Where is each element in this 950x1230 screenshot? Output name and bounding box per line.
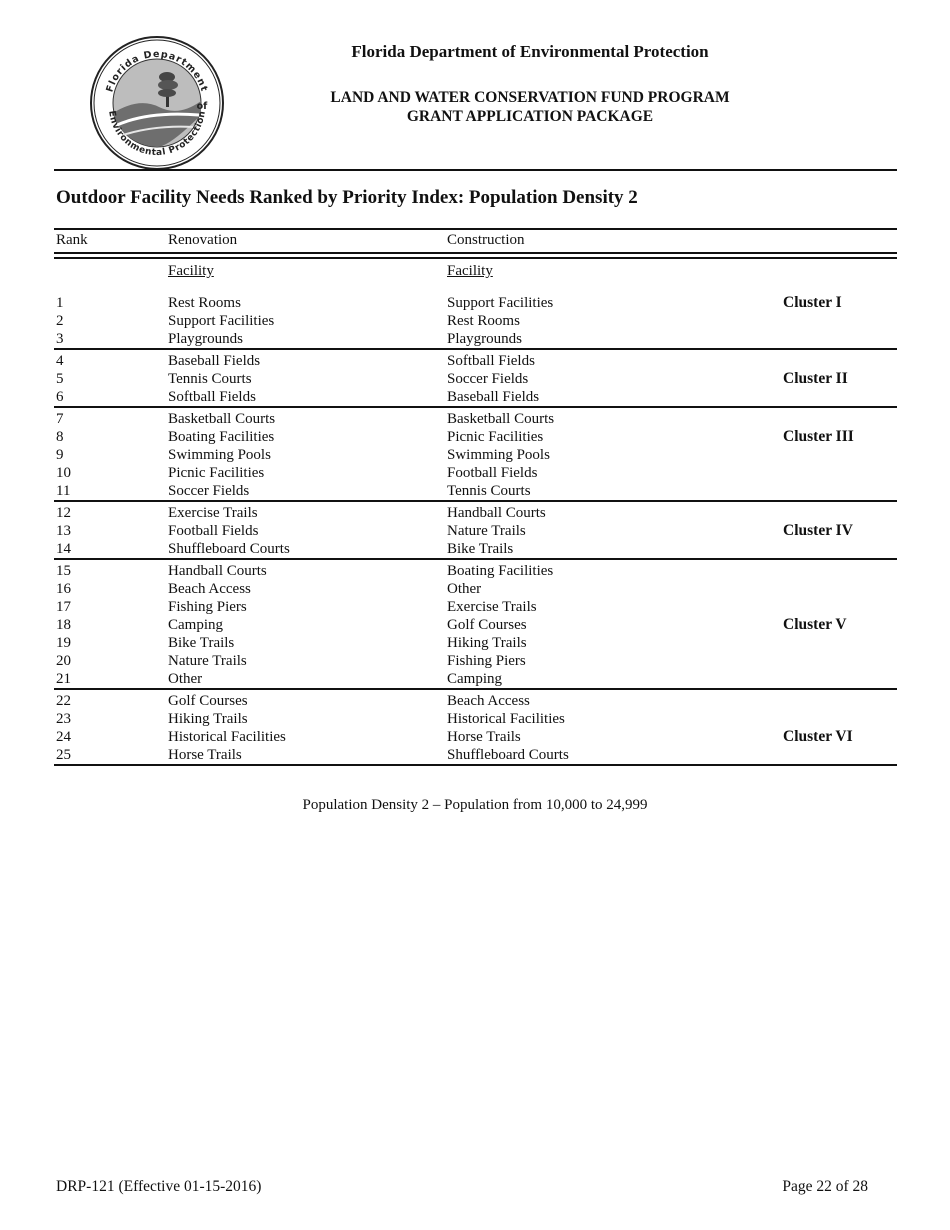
table-row — [54, 482, 897, 500]
seal-text-of: of — [196, 101, 208, 112]
construction-cell: Tennis Courts — [447, 483, 531, 499]
table-row — [54, 580, 897, 598]
construction-cell: Picnic Facilities — [447, 429, 544, 445]
rank-cell: 21 — [56, 671, 71, 687]
cluster-group — [54, 350, 897, 408]
renovation-cell: Fishing Piers — [168, 599, 247, 615]
construction-cell: Boating Facilities — [447, 563, 554, 579]
col-rank-header: Rank — [56, 232, 88, 248]
cluster-groups — [54, 294, 897, 766]
cluster-group — [54, 690, 897, 766]
renovation-cell: Nature Trails — [168, 653, 247, 669]
col-renovation-header: Renovation — [168, 232, 238, 248]
renovation-cell: Historical Facilities — [168, 729, 286, 745]
rank-cell: 2 — [56, 313, 64, 329]
table-row — [54, 428, 897, 446]
page-number: Page 22 of 28 — [782, 1178, 868, 1195]
cluster-label: Cluster III — [783, 428, 854, 445]
renovation-cell: Other — [168, 671, 203, 687]
renovation-cell: Hiking Trails — [168, 711, 248, 727]
renovation-cell: Handball Courts — [168, 563, 267, 579]
construction-cell: Football Fields — [447, 465, 538, 481]
construction-cell: Shuffleboard Courts — [447, 747, 569, 763]
table-row — [54, 352, 897, 370]
construction-cell: Soccer Fields — [447, 371, 529, 387]
renovation-cell: Baseball Fields — [168, 353, 261, 369]
construction-cell: Playgrounds — [447, 331, 522, 347]
renovation-cell: Tennis Courts — [168, 371, 252, 387]
renovation-cell: Horse Trails — [168, 747, 242, 763]
table-row — [54, 330, 897, 348]
page-title: Outdoor Facility Needs Ranked by Priority Index: Population Density 2 — [56, 187, 638, 208]
table-row — [54, 388, 897, 406]
seal-text-top: Florida Department — [104, 48, 210, 94]
cluster-group — [54, 502, 897, 560]
program-title — [260, 88, 800, 126]
cluster-group — [54, 560, 897, 690]
renovation-cell: Beach Access — [168, 581, 251, 597]
construction-cell: Bike Trails — [447, 541, 514, 557]
renovation-cell: Playgrounds — [168, 331, 243, 347]
sub-construction-facility: Facility — [447, 263, 493, 279]
renovation-cell: Soccer Fields — [168, 483, 250, 499]
table-row — [54, 312, 897, 330]
rank-cell: 1 — [56, 295, 64, 311]
construction-cell: Historical Facilities — [447, 711, 565, 727]
seal-text-bottom: Environmental Protection — [106, 110, 208, 159]
table-row — [54, 692, 897, 710]
table-row — [54, 540, 897, 558]
agency-name: Florida Department of Environmental Protection — [351, 42, 709, 61]
rank-cell: 7 — [56, 411, 64, 427]
rank-cell: 4 — [56, 353, 64, 369]
table-row — [54, 634, 897, 652]
dep-seal-logo — [89, 35, 225, 171]
construction-cell: Horse Trails — [447, 729, 521, 745]
rank-cell: 25 — [56, 747, 71, 763]
construction-cell: Beach Access — [447, 693, 530, 709]
program-line-2: GRANT APPLICATION PACKAGE — [406, 108, 654, 125]
table-row — [54, 652, 897, 670]
construction-cell: Exercise Trails — [447, 599, 537, 615]
rank-cell: 19 — [56, 635, 71, 651]
renovation-cell: Softball Fields — [168, 389, 256, 405]
density-note: Population Density 2 – Population from 10,000 to 24,999 — [302, 797, 648, 813]
rank-cell: 8 — [56, 429, 64, 445]
table-row — [54, 370, 897, 388]
table-row — [54, 670, 897, 688]
col-construction-header: Construction — [447, 232, 525, 248]
renovation-cell: Picnic Facilities — [168, 465, 265, 481]
table-row — [54, 728, 897, 746]
rank-cell: 13 — [56, 523, 71, 539]
rank-cell: 18 — [56, 617, 71, 633]
table-row — [54, 446, 897, 464]
construction-cell: Support Facilities — [447, 295, 554, 311]
cluster-label: Cluster IV — [783, 522, 853, 539]
renovation-cell: Boating Facilities — [168, 429, 275, 445]
construction-cell: Rest Rooms — [447, 313, 520, 329]
renovation-cell: Swimming Pools — [168, 447, 271, 463]
program-line-1: LAND AND WATER CONSERVATION FUND PROGRAM — [330, 89, 730, 106]
table-row — [54, 522, 897, 540]
construction-cell: Basketball Courts — [447, 411, 555, 427]
renovation-cell: Camping — [168, 617, 223, 633]
rank-cell: 10 — [56, 465, 71, 481]
rank-cell: 14 — [56, 541, 71, 557]
rank-cell: 22 — [56, 693, 71, 709]
cluster-label: Cluster V — [783, 616, 847, 633]
cluster-label: Cluster II — [783, 370, 848, 387]
construction-cell: Camping — [447, 671, 502, 687]
rank-cell: 17 — [56, 599, 71, 615]
renovation-cell: Basketball Courts — [168, 411, 276, 427]
table-header — [54, 228, 897, 254]
table-row — [54, 562, 897, 580]
construction-cell: Baseball Fields — [447, 389, 540, 405]
rank-cell: 5 — [56, 371, 64, 387]
table-row — [54, 598, 897, 616]
construction-cell: Handball Courts — [447, 505, 546, 521]
table-row — [54, 746, 897, 764]
construction-cell: Hiking Trails — [447, 635, 527, 651]
rank-cell: 20 — [56, 653, 71, 669]
table-row — [54, 294, 897, 312]
construction-cell: Fishing Piers — [447, 653, 526, 669]
rank-cell: 6 — [56, 389, 64, 405]
rank-cell: 23 — [56, 711, 71, 727]
renovation-cell: Shuffleboard Courts — [168, 541, 290, 557]
cluster-group — [54, 408, 897, 502]
renovation-cell: Golf Courses — [168, 693, 248, 709]
renovation-cell: Support Facilities — [168, 313, 275, 329]
rank-cell: 9 — [56, 447, 64, 463]
rank-cell: 16 — [56, 581, 71, 597]
rank-cell: 24 — [56, 729, 71, 745]
construction-cell: Other — [447, 581, 482, 597]
renovation-cell: Rest Rooms — [168, 295, 241, 311]
table-row — [54, 504, 897, 522]
renovation-cell: Bike Trails — [168, 635, 235, 651]
priority-table — [54, 228, 897, 766]
cluster-label: Cluster I — [783, 294, 842, 311]
renovation-cell: Exercise Trails — [168, 505, 258, 521]
table-row — [54, 710, 897, 728]
header-divider — [54, 169, 897, 171]
construction-cell: Softball Fields — [447, 353, 535, 369]
table-row — [54, 410, 897, 428]
cluster-label: Cluster VI — [783, 728, 853, 745]
seal-icon — [89, 35, 225, 171]
construction-cell: Golf Courses — [447, 617, 527, 633]
rank-cell: 15 — [56, 563, 71, 579]
table-row — [54, 464, 897, 482]
rank-cell: 11 — [56, 483, 71, 499]
form-id: DRP-121 (Effective 01-15-2016) — [56, 1178, 262, 1195]
construction-cell: Swimming Pools — [447, 447, 550, 463]
rank-cell: 3 — [56, 331, 64, 347]
sub-renovation-facility: Facility — [168, 263, 214, 279]
table-subheader — [54, 259, 897, 294]
construction-cell: Nature Trails — [447, 523, 526, 539]
cluster-group — [54, 294, 897, 350]
table-row — [54, 616, 897, 634]
rank-cell: 12 — [56, 505, 71, 521]
renovation-cell: Football Fields — [168, 523, 259, 539]
